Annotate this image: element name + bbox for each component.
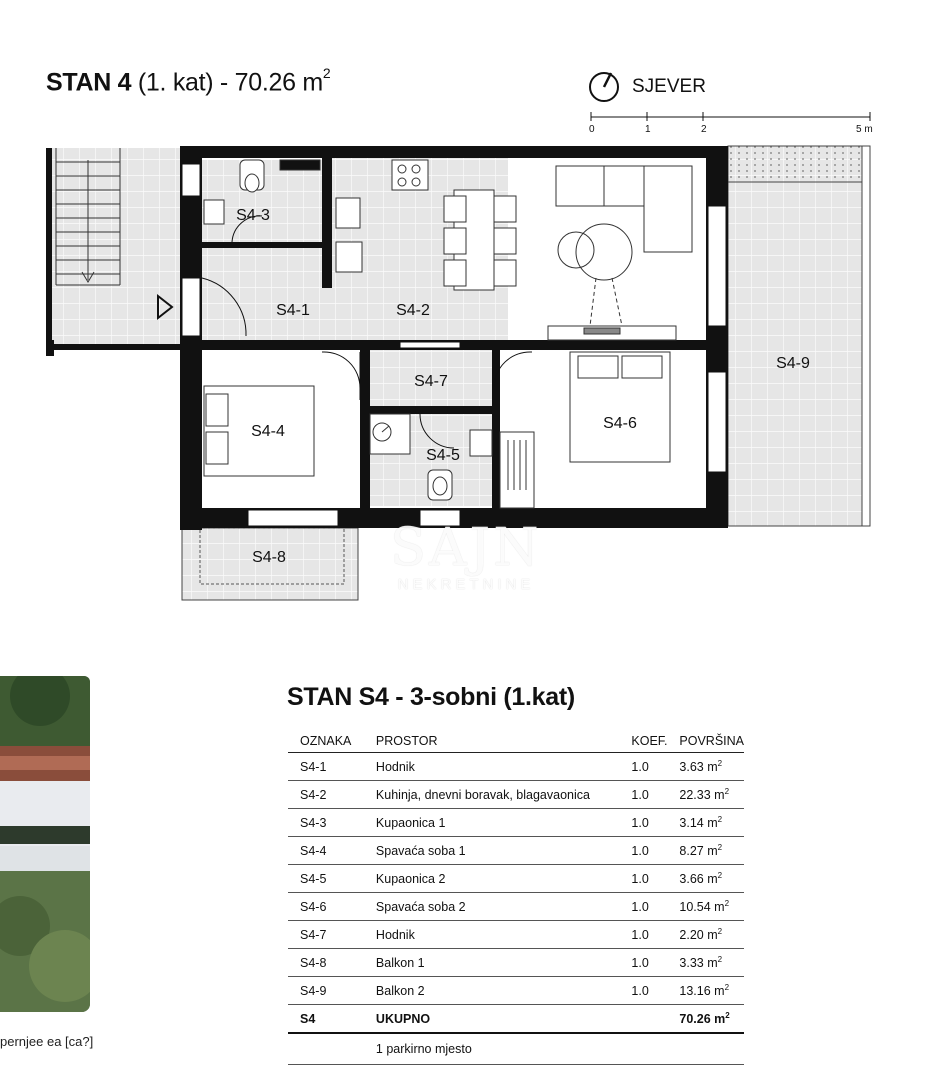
cell-name: Kuhinja, dnevni boravak, blagavaonica bbox=[376, 781, 631, 809]
staircase bbox=[46, 148, 182, 355]
room-label-s4-8: S4-8 bbox=[252, 549, 286, 566]
cell-area: 2.20 $m^2$ bbox=[679, 921, 744, 949]
cell-area: 10.54 $m^2$ bbox=[679, 893, 744, 921]
scale-tick-0: 0 bbox=[589, 124, 595, 135]
cell-id: S4-6 bbox=[288, 893, 376, 921]
col-prostor: PROSTOR bbox=[376, 729, 631, 753]
cell-id: S4-9 bbox=[288, 977, 376, 1005]
cell-area: 22.33 $m^2$ bbox=[679, 781, 744, 809]
cell-area: 3.63 $m^2$ bbox=[679, 753, 744, 781]
total-name: UKUPNO bbox=[376, 1005, 631, 1034]
cell-id: S4-5 bbox=[288, 865, 376, 893]
cell-name: Spavaća soba 2 bbox=[376, 893, 631, 921]
table-header-row bbox=[288, 729, 744, 753]
cell-id: S4-4 bbox=[288, 837, 376, 865]
cell-koef: 1.0 bbox=[631, 893, 679, 921]
cell-area: 8.27 $m^2$ bbox=[679, 837, 744, 865]
table-row bbox=[288, 809, 744, 837]
cell-name: Hodnik bbox=[376, 921, 631, 949]
col-koef: KOEF. bbox=[631, 729, 679, 753]
title-bold: STAN 4 bbox=[46, 68, 132, 97]
cell-area: 3.66 $m^2$ bbox=[679, 865, 744, 893]
room-label-s4-1: S4-1 bbox=[276, 302, 310, 319]
watermark-logo bbox=[366, 520, 566, 593]
total-id: S4 bbox=[288, 1005, 376, 1034]
watermark-sub: NEKRETNINE bbox=[397, 576, 535, 593]
table-row bbox=[288, 753, 744, 781]
title-sup: 2 bbox=[322, 65, 331, 81]
cell-koef: 1.0 bbox=[631, 781, 679, 809]
table-row bbox=[288, 949, 744, 977]
watermark-brand: SAJN bbox=[390, 518, 542, 578]
scale-tick-1: 1 bbox=[645, 124, 651, 135]
cell-area: 3.14 $m^2$ bbox=[679, 809, 744, 837]
cell-koef: 1.0 bbox=[631, 977, 679, 1005]
title-rest: (1. kat) - 70.26 m bbox=[131, 68, 323, 97]
cell-name: Kupaonica 2 bbox=[376, 865, 631, 893]
cell-id: S4-3 bbox=[288, 809, 376, 837]
photo-caption: pernjee ea [ca?] bbox=[0, 1034, 94, 1049]
cell-koef: 1.0 bbox=[631, 865, 679, 893]
cell-area: 13.16 $m^2$ bbox=[679, 977, 744, 1005]
table-row bbox=[288, 865, 744, 893]
cell-koef: 1.0 bbox=[631, 753, 679, 781]
table-row bbox=[288, 921, 744, 949]
table-row bbox=[288, 837, 744, 865]
table-title: STAN S4 - 3-sobni (1.kat) bbox=[287, 683, 575, 711]
col-povrsina: POVRŠINA bbox=[679, 729, 744, 753]
cell-koef: 1.0 bbox=[631, 921, 679, 949]
cell-name: Balkon 1 bbox=[376, 949, 631, 977]
cell-koef: 1.0 bbox=[631, 949, 679, 977]
table-row bbox=[288, 781, 744, 809]
room-label-s4-3: S4-3 bbox=[236, 207, 270, 224]
cell-id: S4-7 bbox=[288, 921, 376, 949]
parking-note: 1 parkirno mjesto bbox=[376, 1033, 744, 1065]
table-row bbox=[288, 977, 744, 1005]
building-photo bbox=[0, 676, 90, 1012]
north-label: SJEVER bbox=[632, 76, 706, 97]
cell-area: 3.33 $m^2$ bbox=[679, 949, 744, 977]
room-label-s4-4: S4-4 bbox=[251, 423, 285, 440]
cell-koef: 1.0 bbox=[631, 837, 679, 865]
table-footer-row bbox=[288, 1033, 744, 1065]
table-row bbox=[288, 893, 744, 921]
col-oznaka: OZNAKA bbox=[288, 729, 376, 753]
cell-name: Balkon 2 bbox=[376, 977, 631, 1005]
scale-tick-2: 2 bbox=[701, 124, 707, 135]
cell-name: Kupaonica 1 bbox=[376, 809, 631, 837]
room-label-s4-6: S4-6 bbox=[603, 415, 637, 432]
area-table bbox=[288, 729, 744, 1065]
table-total-row bbox=[288, 1005, 744, 1034]
cell-koef: 1.0 bbox=[631, 809, 679, 837]
room-label-s4-7: S4-7 bbox=[414, 373, 448, 390]
room-label-s4-5: S4-5 bbox=[426, 447, 460, 464]
cell-id: S4-8 bbox=[288, 949, 376, 977]
scale-tick-5: 5 m bbox=[856, 124, 873, 135]
room-label-s4-2: S4-2 bbox=[396, 302, 430, 319]
total-koef bbox=[631, 1005, 679, 1034]
cell-id: S4-2 bbox=[288, 781, 376, 809]
cell-name: Hodnik bbox=[376, 753, 631, 781]
room-label-s4-9: S4-9 bbox=[776, 355, 810, 372]
cell-id: S4-1 bbox=[288, 753, 376, 781]
cell-name: Spavaća soba 1 bbox=[376, 837, 631, 865]
total-area: 70.26 $m^2$ bbox=[679, 1005, 744, 1034]
